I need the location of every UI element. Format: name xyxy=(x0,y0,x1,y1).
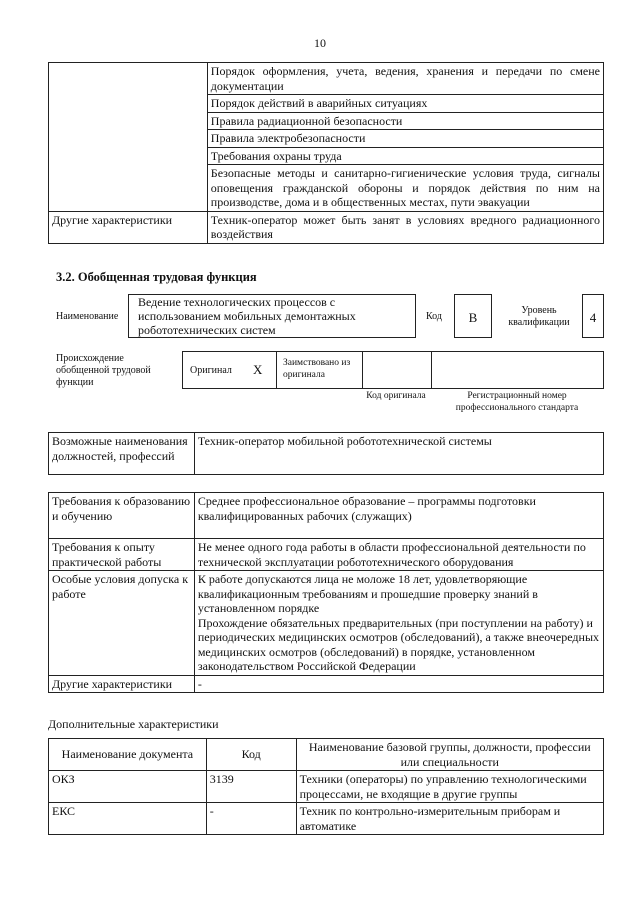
table-cell-label: Особые условия допуска к работе xyxy=(49,571,195,676)
table-row xyxy=(49,803,604,835)
name-label: Наименование xyxy=(56,311,119,322)
paragraph: Прохождение обязательных предварительных (при поступлении на работу) и периодических медицинских осмотров (обследований), а также внеочередных медицинских осмотров (обследований) в порядке, установленном законодательством Российской Федерации xyxy=(197,615,600,673)
table-cell: Техник-оператор может быть занят в условиях вредного радиационного воздействия xyxy=(207,211,603,243)
code-label: Код xyxy=(426,311,442,322)
table-row xyxy=(49,675,604,693)
original-label: Оригинал xyxy=(190,365,232,376)
column-header: Наименование базовой группы, должности, профессии или специальности xyxy=(296,739,603,771)
table-row xyxy=(49,63,604,95)
table-cell: Среднее профессиональное образование – программы подготовки квалифицированных рабочих (служащих) xyxy=(194,493,603,539)
table-cell: Техник-оператор мобильной робототехнической системы xyxy=(194,433,603,475)
table-cell: Порядок оформления, учета, ведения, хранения и передачи по смене документации xyxy=(207,63,603,95)
code-original-caption: Код оригинала xyxy=(366,391,426,401)
table-row xyxy=(49,571,604,676)
table-row xyxy=(49,771,604,803)
table-row xyxy=(49,539,604,571)
paragraph: К работе допускаются лица не моложе 18 лет, удовлетворяющие квалификационным требованиям и прошедшие проверку знаний в установленном порядке xyxy=(197,572,538,615)
table-cell: Безопасные методы и санитарно-гигиенические условия труда, сигналы оповещения гражданской обороны и порядок действия по ним на производстве, дома и в общественных местах, пути эвакуации xyxy=(207,165,603,212)
table-cell: Правила радиационной безопасности xyxy=(207,112,603,130)
table-row xyxy=(49,433,604,475)
function-name-value: Ведение технологических процессов с использованием мобильных демонтажных робототехнических систем xyxy=(138,295,356,337)
original-mark: X xyxy=(253,362,263,377)
additional-title: Дополнительные характеристики xyxy=(48,717,219,731)
top-knowledge-table xyxy=(48,62,604,244)
requirements-table xyxy=(48,492,604,693)
table-cell: - xyxy=(206,803,296,835)
section-heading: 3.2. Обобщенная трудовая функция xyxy=(56,270,257,284)
table-header-row xyxy=(49,739,604,771)
positions-table xyxy=(48,432,604,475)
table-cell: Правила электробезопасности xyxy=(207,130,603,148)
table-cell: Порядок действий в аварийных ситуациях xyxy=(207,95,603,113)
table-cell-label: Другие характеристики xyxy=(49,211,208,243)
origin-divider-3 xyxy=(431,351,432,389)
table-cell: Техники (операторы) по управлению технологическими процессами, не входящие в другие группы xyxy=(296,771,603,803)
column-header: Наименование документа xyxy=(49,739,207,771)
table-cell: Техник по контрольно-измерительным приборам и автоматике xyxy=(296,803,603,835)
table-cell: - xyxy=(194,675,603,693)
code-value: В xyxy=(468,310,478,325)
table-cell-label: Требования к образованию и обучению xyxy=(49,493,195,539)
table-cell-label: Требования к опыту практической работы xyxy=(49,539,195,571)
table-cell: Не менее одного года работы в области профессиональной деятельности по технической эксплуатации робототехнического оборудования xyxy=(194,539,603,571)
table-row xyxy=(49,211,604,243)
level-value: 4 xyxy=(589,310,597,325)
table-cell: Требования охраны труда xyxy=(207,147,603,165)
table-cell xyxy=(194,571,603,676)
table-cell: ЕКС xyxy=(49,803,207,835)
reg-number-caption: Регистрационный номер профессионального стандарта xyxy=(455,391,579,413)
level-label: Уровень квалификации xyxy=(508,305,570,328)
table-cell: 3139 xyxy=(206,771,296,803)
origin-divider-1 xyxy=(276,351,277,389)
origin-label: Происхождение обобщенной трудовой функции xyxy=(56,353,151,388)
table-row xyxy=(49,493,604,539)
table-cell: ОКЗ xyxy=(49,771,207,803)
page-number: 10 xyxy=(314,36,326,50)
borrowed-label: Заимствовано из оригинала xyxy=(283,358,351,380)
origin-divider-2 xyxy=(362,351,363,389)
additional-table xyxy=(48,738,604,835)
table-cell-label: Другие характеристики xyxy=(49,675,195,693)
table-cell-label: Возможные наименования должностей, профессий xyxy=(49,433,195,475)
column-header: Код xyxy=(206,739,296,771)
table-cell-empty xyxy=(49,63,208,212)
origin-strip xyxy=(182,351,604,389)
